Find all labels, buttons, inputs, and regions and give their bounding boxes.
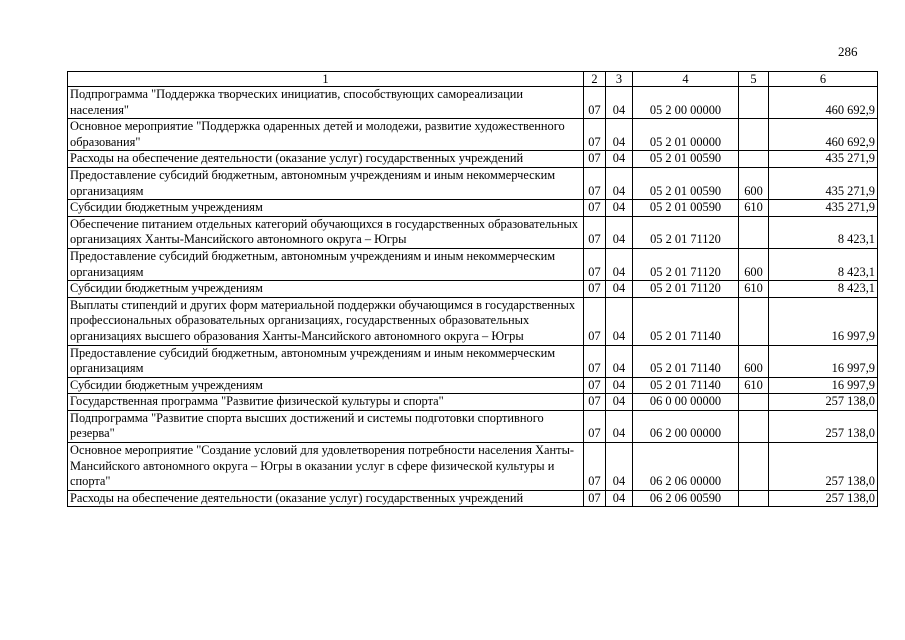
row-subsection-cell: 04: [606, 87, 633, 119]
row-target-article-cell: 05 2 01 71140: [633, 297, 739, 345]
row-subsection-cell: 04: [606, 490, 633, 507]
row-subsection-cell: 04: [606, 200, 633, 217]
row-name-cell: Расходы на обеспечение деятельности (оказание услуг) государственных учреждений: [68, 490, 584, 507]
row-section-cell: 07: [584, 87, 606, 119]
row-expense-type-cell: 610: [739, 200, 769, 217]
row-amount-cell: 16 997,9: [769, 297, 878, 345]
row-name-cell: Предоставление субсидий бюджетным, автономным учреждениям и иным некоммерческим организациям: [68, 167, 584, 199]
row-subsection-cell: 04: [606, 410, 633, 442]
row-expense-type-cell: [739, 394, 769, 411]
header-cell-2: 2: [584, 72, 606, 87]
row-expense-type-cell: 600: [739, 345, 769, 377]
row-section-cell: 07: [584, 345, 606, 377]
row-subsection-cell: 04: [606, 281, 633, 298]
row-target-article-cell: 05 2 01 71120: [633, 281, 739, 298]
row-subsection-cell: 04: [606, 167, 633, 199]
header-cell-6: 6: [769, 72, 878, 87]
row-amount-cell: 8 423,1: [769, 216, 878, 248]
table-header-row: [68, 72, 878, 87]
row-expense-type-cell: 610: [739, 377, 769, 394]
table-row: [68, 281, 878, 298]
row-expense-type-cell: 600: [739, 167, 769, 199]
row-section-cell: 07: [584, 200, 606, 217]
row-target-article-cell: 06 2 06 00000: [633, 443, 739, 491]
row-section-cell: 07: [584, 248, 606, 280]
row-expense-type-cell: [739, 410, 769, 442]
row-section-cell: 07: [584, 410, 606, 442]
table-row: [68, 216, 878, 248]
page-number: 286: [838, 44, 858, 59]
table-row: [68, 200, 878, 217]
table-body: [68, 72, 878, 507]
row-amount-cell: 435 271,9: [769, 167, 878, 199]
row-name-cell: Выплаты стипендий и других форм материальной поддержки обучающимся в государственных профессиональных образовательных организациях, государственных образовательных организациях высшего образования Ханты-Мансийского автономного округа – Югры: [68, 297, 584, 345]
row-subsection-cell: 04: [606, 345, 633, 377]
row-expense-type-cell: [739, 490, 769, 507]
row-amount-cell: 257 138,0: [769, 443, 878, 491]
row-amount-cell: 435 271,9: [769, 151, 878, 168]
header-cell-1: 1: [68, 72, 584, 87]
row-target-article-cell: 06 2 00 00000: [633, 410, 739, 442]
row-name-cell: Обеспечение питанием отдельных категорий обучающихся в государственных образовательных организациях Ханты-Мансийского автономного округа – Югры: [68, 216, 584, 248]
table-row: [68, 410, 878, 442]
row-expense-type-cell: 600: [739, 248, 769, 280]
row-amount-cell: 435 271,9: [769, 200, 878, 217]
header-cell-5: 5: [739, 72, 769, 87]
row-subsection-cell: 04: [606, 119, 633, 151]
row-expense-type-cell: [739, 216, 769, 248]
row-expense-type-cell: [739, 87, 769, 119]
row-name-cell: Расходы на обеспечение деятельности (оказание услуг) государственных учреждений: [68, 151, 584, 168]
row-expense-type-cell: [739, 119, 769, 151]
row-target-article-cell: 05 2 01 71140: [633, 377, 739, 394]
row-amount-cell: 257 138,0: [769, 490, 878, 507]
row-section-cell: 07: [584, 394, 606, 411]
row-name-cell: Предоставление субсидий бюджетным, автономным учреждениям и иным некоммерческим организациям: [68, 345, 584, 377]
row-subsection-cell: 04: [606, 216, 633, 248]
row-amount-cell: 16 997,9: [769, 345, 878, 377]
row-amount-cell: 8 423,1: [769, 281, 878, 298]
row-section-cell: 07: [584, 119, 606, 151]
row-amount-cell: 16 997,9: [769, 377, 878, 394]
budget-table: [67, 71, 878, 507]
row-target-article-cell: 05 2 01 00000: [633, 119, 739, 151]
row-section-cell: 07: [584, 167, 606, 199]
row-section-cell: 07: [584, 216, 606, 248]
row-amount-cell: 460 692,9: [769, 119, 878, 151]
row-name-cell: Основное мероприятие "Создание условий для удовлетворения потребности населения Ханты-Мансийского автономного округа – Югры в оказании услуг в сфере физической культуры и спорта": [68, 443, 584, 491]
row-subsection-cell: 04: [606, 377, 633, 394]
row-name-cell: Предоставление субсидий бюджетным, автономным учреждениям и иным некоммерческим организациям: [68, 248, 584, 280]
table-row: [68, 297, 878, 345]
row-section-cell: 07: [584, 490, 606, 507]
table-row: [68, 87, 878, 119]
row-target-article-cell: 05 2 01 71140: [633, 345, 739, 377]
table-row: [68, 490, 878, 507]
row-target-article-cell: 05 2 01 71120: [633, 248, 739, 280]
row-amount-cell: 8 423,1: [769, 248, 878, 280]
row-target-article-cell: 06 0 00 00000: [633, 394, 739, 411]
row-target-article-cell: 05 2 00 00000: [633, 87, 739, 119]
row-name-cell: Подпрограмма "Развитие спорта высших достижений и системы подготовки спортивного резерва": [68, 410, 584, 442]
row-expense-type-cell: [739, 443, 769, 491]
table-row: [68, 119, 878, 151]
row-subsection-cell: 04: [606, 443, 633, 491]
row-name-cell: Подпрограмма "Поддержка творческих инициатив, способствующих самореализации населения": [68, 87, 584, 119]
header-cell-3: 3: [606, 72, 633, 87]
row-name-cell: Основное мероприятие "Поддержка одаренных детей и молодежи, развитие художественного образования": [68, 119, 584, 151]
row-subsection-cell: 04: [606, 394, 633, 411]
row-section-cell: 07: [584, 281, 606, 298]
row-amount-cell: 257 138,0: [769, 410, 878, 442]
row-amount-cell: 460 692,9: [769, 87, 878, 119]
row-section-cell: 07: [584, 151, 606, 168]
row-section-cell: 07: [584, 297, 606, 345]
row-name-cell: Субсидии бюджетным учреждениям: [68, 200, 584, 217]
row-target-article-cell: 05 2 01 00590: [633, 200, 739, 217]
row-expense-type-cell: [739, 297, 769, 345]
row-target-article-cell: 05 2 01 00590: [633, 151, 739, 168]
row-target-article-cell: 05 2 01 00590: [633, 167, 739, 199]
table-row: [68, 248, 878, 280]
row-subsection-cell: 04: [606, 248, 633, 280]
row-expense-type-cell: [739, 151, 769, 168]
row-name-cell: Субсидии бюджетным учреждениям: [68, 281, 584, 298]
row-expense-type-cell: 610: [739, 281, 769, 298]
row-name-cell: Субсидии бюджетным учреждениям: [68, 377, 584, 394]
table-row: [68, 443, 878, 491]
table-row: [68, 394, 878, 411]
row-subsection-cell: 04: [606, 297, 633, 345]
row-target-article-cell: 05 2 01 71120: [633, 216, 739, 248]
table-row: [68, 167, 878, 199]
row-section-cell: 07: [584, 377, 606, 394]
row-subsection-cell: 04: [606, 151, 633, 168]
table-row: [68, 377, 878, 394]
header-cell-4: 4: [633, 72, 739, 87]
row-section-cell: 07: [584, 443, 606, 491]
row-target-article-cell: 06 2 06 00590: [633, 490, 739, 507]
row-name-cell: Государственная программа "Развитие физической культуры и спорта": [68, 394, 584, 411]
table-row: [68, 151, 878, 168]
table-row: [68, 345, 878, 377]
row-amount-cell: 257 138,0: [769, 394, 878, 411]
